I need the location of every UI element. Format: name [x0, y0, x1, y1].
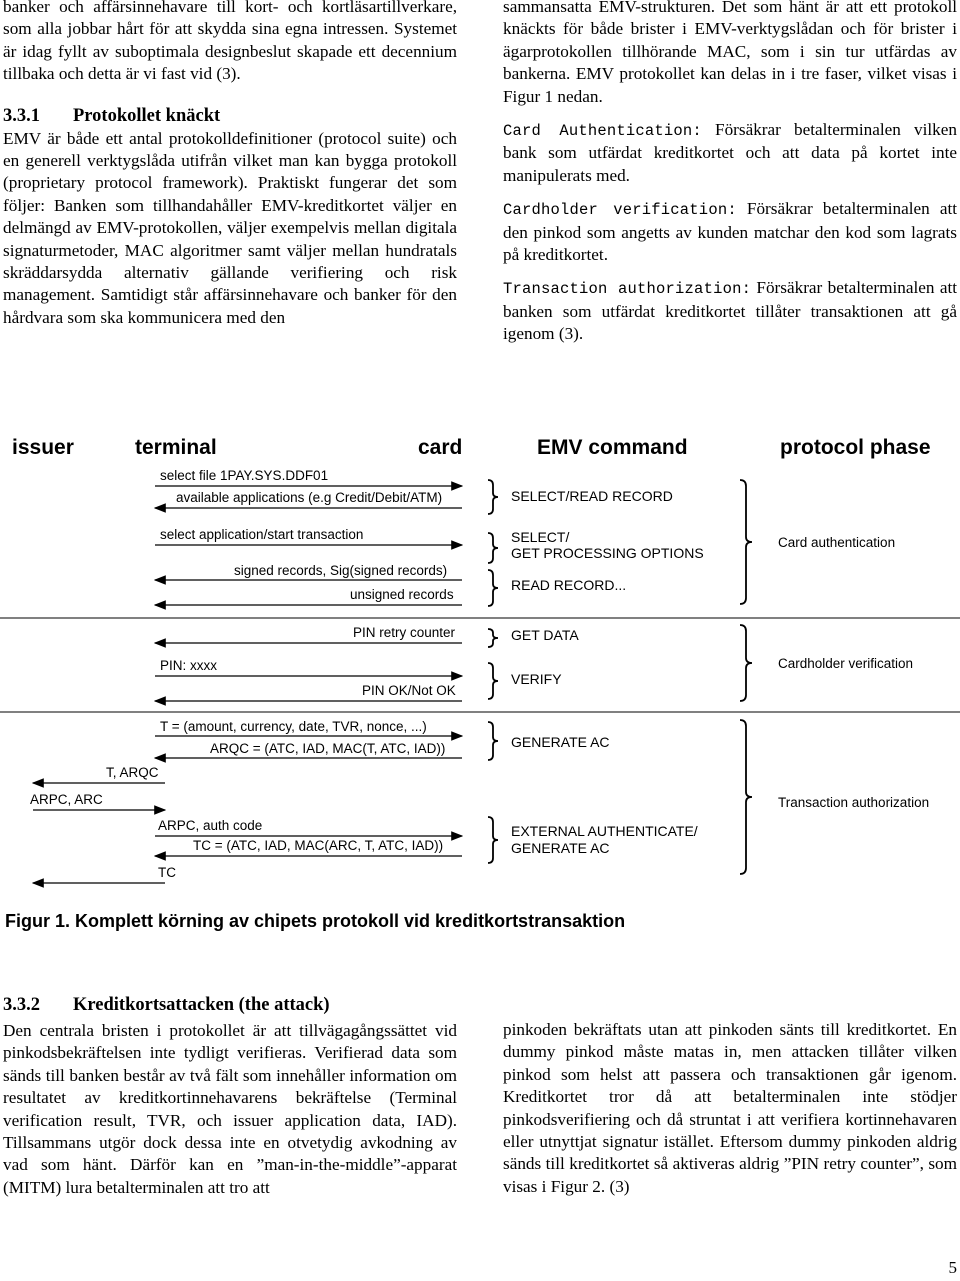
phase-brace — [740, 480, 752, 604]
cmd-select: SELECT/ — [511, 529, 570, 545]
cmd-verify: VERIFY — [511, 671, 562, 687]
page-number: 5 — [948, 1258, 957, 1277]
brace — [488, 629, 498, 647]
paragraph: EMV är både ett antal protokolldefinitioner (protocol suite) och en generell verktygslåda utifrån vilket man kan bygga protokoll (proprietary protocol framework). Praktiskt fungerar det som följer: Banken som tillhandahåller EMV-kreditkortet väljer en delmängd av EMV-protokollen, väljer exempelvis mellan digitala signaturmetoder, MAC algoritmer samt väljer mellan hundratals skräddarsydda alternativ gällande verifiering och risk management. Samtidigt står affärsinnehavare och banker för den hårdvara som ska kommunicera med den — [3, 128, 457, 327]
cmd-generate-ac: GENERATE AC — [511, 734, 610, 750]
msg-unsigned-records: unsigned records — [350, 587, 454, 602]
cmd-generate-ac-2: GENERATE AC — [511, 840, 610, 856]
header-emv-command: EMV command — [537, 436, 688, 459]
text-column-left-bottom — [3, 993, 457, 1210]
msg-signed-records: signed records, Sig(signed records) — [234, 563, 448, 578]
msg-pin-entry: PIN: xxxx — [160, 658, 218, 673]
header-terminal: terminal — [135, 436, 217, 459]
paragraph: banker och affärsinnehavare till kort- och kortläsartillverkare, som alla jobbar hårt för att skydda sina egna intressen. Systemet är idag fyllt av suboptimala designbeslut skapade ett decennium tillbaka och detta är vi fast vid (3). — [3, 0, 457, 84]
phase-description — [503, 119, 957, 187]
paragraph: Den centrala bristen i protokollet är att tillvägagångssättet vid pinkodsbekräftelsen inte tydligt verifieras. Verifierad data som sänds till banken består av två fält som innehåller information om resultatet av kreditkortinnehavarens bekräftelse (Terminal verification result, TVR, och issuer application data, IAD). Tillsammans utgör dock dessa inte en otvetydig avkodning av vad som hänt. Därför kan en ”man-in-the-middle”-apparat (MITM) lura betalterminalen att tro att — [3, 1021, 457, 1197]
msg-arqc: ARQC = (ATC, IAD, MAC(T, ATC, IAD)) — [210, 741, 446, 756]
header-card: card — [418, 436, 463, 459]
brace — [488, 533, 498, 563]
msg-tc: TC = (ATC, IAD, MAC(ARC, T, ATC, IAD)) — [193, 838, 444, 853]
msg-available-apps: available applications (e.g Credit/Debit/ATM) — [176, 490, 443, 505]
msg-transaction-data: T = (amount, currency, date, TVR, nonce, ...) — [160, 719, 427, 734]
header-issuer: issuer — [12, 436, 74, 459]
msg-pin-retry-counter: PIN retry counter — [353, 625, 456, 640]
cmd-external-authenticate: EXTERNAL AUTHENTICATE/ — [511, 823, 698, 839]
section-title: Protokollet knäckt — [73, 105, 221, 126]
paragraph: sammansatta EMV-strukturen. Det som hänt är att ett protokoll knäckts för både brister i EMV-verktygslådan och för brister i ägarprotokollen tillhörande MAC, som i sin tur utfärdas av bankerna. EMV protokollet kan delas in i tre faser, vilket visas i Figur 1 nedan. — [503, 0, 957, 106]
paragraph: pinkoden bekräftats utan att pinkoden sänts till kreditkortet. En dummy pinkod måste matas in, men attacken tillåter vilken pinkod som helst att passera och transaktionen går igenom. Kreditkortet tror då att betalterminalen inte stödjer pinkodsverifiering och då struntat i att verifiera kortinnehavaren eller utnyttjat signatur istället. Eftersom dummy pinkoden aldrig sänds till kreditkortet så aktiveras aldrig ”PIN retry counter”, som visas i Figur 2. (3) — [503, 1020, 957, 1196]
figure-caption: Figur 1. Komplett körning av chipets protokoll vid kreditkortstransaktion — [5, 911, 626, 931]
section-title: Kreditkortsattacken (the attack) — [73, 995, 330, 1015]
protocol-sequence-diagram — [0, 425, 960, 895]
phase-lead: Transaction authorization: — [503, 280, 752, 299]
msg-pin-ok: PIN OK/Not OK — [362, 683, 456, 698]
text-column-right-top — [503, 0, 957, 357]
cmd-gpo: GET PROCESSING OPTIONS — [511, 545, 704, 561]
phase-text: Försäkrar betalterminalen att den pinkod som angetts av kunden matchar den kod som lagrats på kreditkortet. — [503, 199, 957, 265]
brace — [488, 480, 498, 514]
msg-tc-issuer: TC — [158, 865, 176, 880]
phase-description — [503, 277, 957, 345]
phase-text: Försäkrar betalterminalen vilken bank som utfärdat kreditkortet och att data på kortet inte manipulerats med. — [503, 120, 958, 185]
section-number: 3.3.2 — [3, 995, 40, 1015]
phase-text: Försäkrar betalterminalen att banken som utfärdat kreditkortet tillåter transaktionen att gå igenom (3). — [503, 278, 957, 344]
text-column-left-top — [3, 0, 457, 340]
msg-select-application: select application/start transaction — [160, 527, 364, 542]
msg-arpc-auth-code: ARPC, auth code — [158, 818, 263, 833]
phase-lead: Cardholder verification: — [503, 201, 737, 220]
header-protocol-phase: protocol phase — [780, 436, 931, 459]
section-heading — [3, 993, 457, 1017]
msg-arpc-arc: ARPC, ARC — [30, 792, 103, 807]
brace — [488, 722, 498, 760]
phase-brace — [740, 625, 752, 701]
phase-transaction-authorization: Transaction authorization — [778, 795, 930, 810]
phase-brace — [740, 720, 752, 874]
msg-select-file: select file 1PAY.SYS.DDF01 — [160, 468, 329, 483]
msg-t-arqc: T, ARQC — [106, 765, 159, 780]
brace — [488, 570, 498, 606]
phase-cardholder-verification: Cardholder verification — [778, 656, 914, 671]
brace — [488, 817, 498, 863]
phase-lead: Card Authentication: — [503, 122, 702, 141]
section-heading — [3, 104, 457, 128]
cmd-get-data: GET DATA — [511, 627, 579, 643]
cmd-read-record: READ RECORD... — [511, 577, 627, 593]
text-column-right-bottom — [503, 1019, 957, 1209]
brace — [488, 663, 498, 699]
cmd-select-read-record: SELECT/READ RECORD — [511, 488, 673, 504]
section-number: 3.3.1 — [3, 105, 40, 126]
phase-card-authentication: Card authentication — [778, 535, 896, 550]
phase-description — [503, 198, 957, 266]
